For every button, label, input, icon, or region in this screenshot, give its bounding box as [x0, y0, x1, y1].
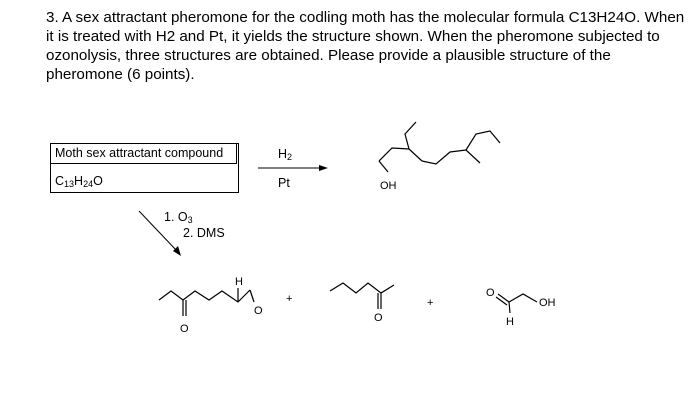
product-2-o: O [374, 312, 383, 324]
product-3-oh: OH [539, 297, 556, 309]
compound-title: Moth sex attractant compound [51, 144, 237, 164]
formula-c-count: 13 [64, 179, 75, 189]
plus-sign-2: + [427, 297, 434, 309]
ozonolysis-arrow [139, 211, 181, 256]
hydrogenation-arrow [258, 165, 328, 171]
question-text: 3. A sex attractant pheromone for the codling moth has the molecular formula C13H24O. When it is treated with H2 and Pt, it yields the structure shown. When the pheromone subjected to ozonolysis, three structures are obtained. Please provide a plausible structure of the pheromone (6 points). [46, 9, 685, 83]
product-1-o-bottom: O [180, 323, 189, 335]
product-1-o-right: O [254, 305, 263, 317]
formula-c: C [55, 174, 65, 188]
product-3-h: H [506, 316, 514, 328]
product-3-o: O [486, 287, 495, 299]
ozonolysis-product-2 [330, 283, 394, 309]
ozonolysis-step1-sub: 3 [187, 215, 193, 225]
formula-h-count: 24 [83, 179, 94, 189]
formula-h: H [74, 174, 84, 188]
product-1-h: H [235, 276, 243, 288]
saturated-product [379, 122, 500, 172]
ozonolysis-product-3 [496, 294, 537, 313]
ozonolysis-step1-main: 1. O [164, 210, 188, 224]
reagent-h2-main: H [278, 147, 288, 161]
reagent-h2-sub: 2 [287, 152, 293, 162]
reagent-pt: Pt [278, 176, 290, 190]
ozonolysis-product-1 [159, 288, 254, 316]
plus-sign-1: + [286, 293, 293, 305]
ozonolysis-step2: 2. DMS [183, 226, 225, 240]
formula-o: O [93, 174, 103, 188]
product-oh-label: OH [380, 180, 397, 192]
